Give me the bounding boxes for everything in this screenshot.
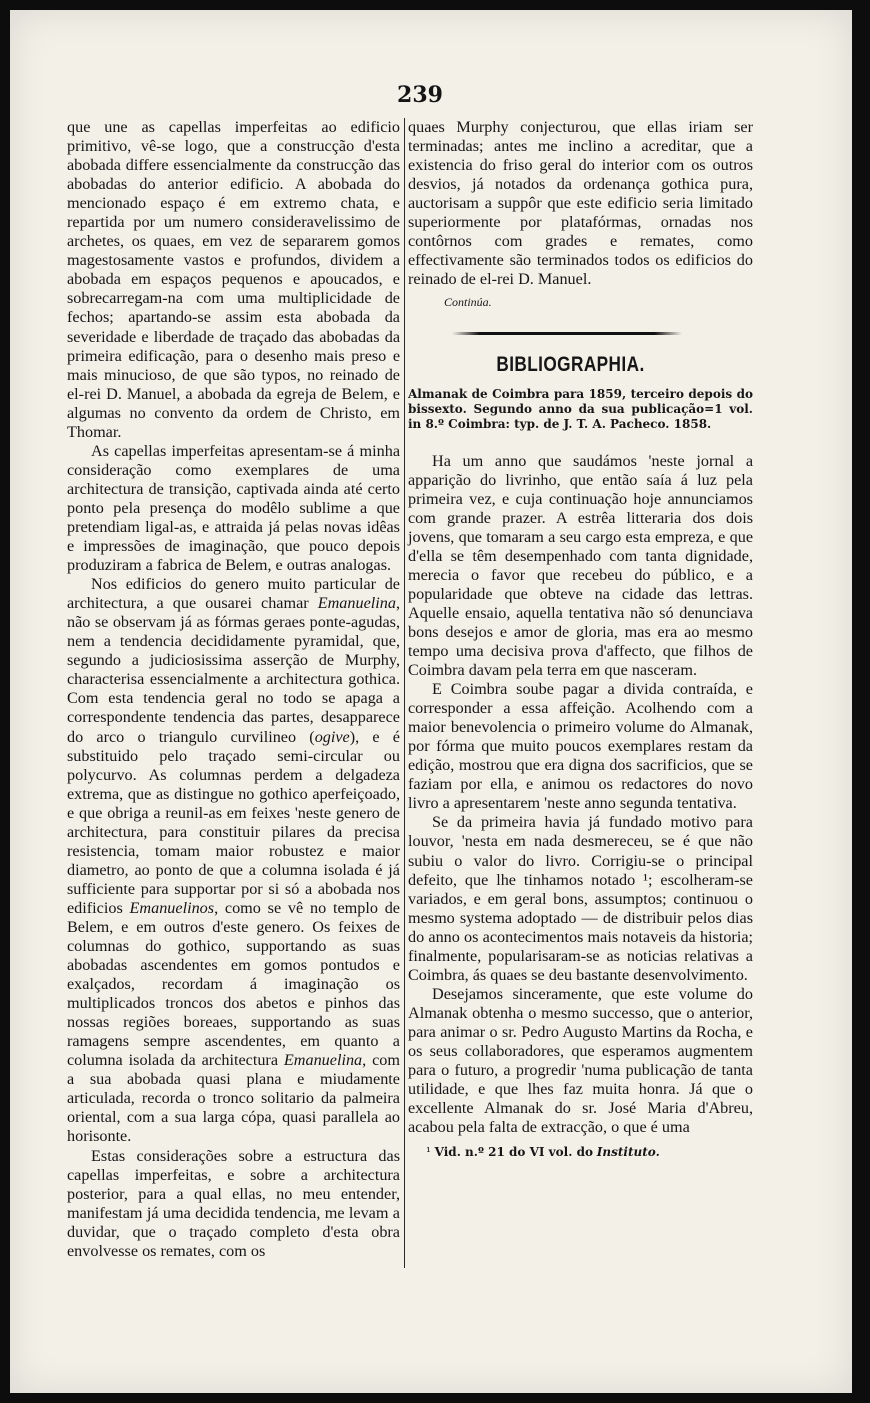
left-paragraph-2: As capellas imperfeitas apresentam-se á minha consideração como exemplares de uma architectura de transição, captivada ainda até certo ponto pela presença do modêlo sublime a que pretendiam ligal-as, e attraida já pelas novas idêas e impressões de imaginação, que pouco depois produziram a fabrica de Belem, e outras analogas. (67, 441, 400, 575)
right-paragraph-1: Ha um anno que saudámos 'neste jornal a apparição do livrinho, que então saía á luz pela primeira vez, e cuja continuação hoje annunciamos com grande prazer. A estrêa litteraria dos dois jovens, que tomaram a seu cargo esta empreza, e que d'ella se têm desempenhado com tanta dignidade, merecia o favor que recebeu do público, e a popularidade que obteve na cidade das lettras. Aquelle ensaio, aquella tentativa não só denunciava bons desejos e amor de gloria, mas era ao mesmo tempo uma decisiva prova d'affecto, que filhos de Coimbra davam pela terra em que nasceram. (408, 451, 753, 680)
right-column (408, 118, 753, 1162)
column-rule (404, 118, 405, 1268)
footnote-marker: ¹ (426, 1145, 431, 1160)
right-paragraph-3: Se da primeira havia já fundado motivo para louvor, 'nesta em nada desmereceu, se é que não subiu o valor do livro. Corrigiu-se o principal defeito, que lhe tinhamos notado ¹; escolheram-se variados, e em geral bons, assumptos; continuou o mesmo systema adoptado — de distribuir pelos dias do anno os acontecimentos mais notaveis da historia; finalmente, popularisaram-se as noticias relativas a Coimbra, ás quaes se deu bastante desenvolvimento. (408, 813, 753, 984)
left-paragraph-1: que une as capellas imperfeitas ao edificio primitivo, vê-se logo, que a construcção d'esta abobada differe essencialmente da construcção das abobadas do anterior edificio. A abobada do mencionado espaço é em extremo chata, e repartida por um numero consideravelissimo de archetes, os quaes, em vez de separarem gomos magestosamente vastos e profundos, dividem a abobada em espaços pequenos e apoucados, e sobrecarregam-na com uma multiplicidade de fechos; apartando-se assim esta abobada da severidade e liberdade de traçado das abobadas da primeira edificação, para o desenho mais preso e mais minucioso, de que são typos, no reinado de el-rei D. Manuel, a abobada da egreja de Belem, e algumas no convento da ordem de Christo, em Thomar. (67, 118, 400, 441)
left-p3-text-e: , com a sua abobada quasi plana e miudamente articulada, recorda o tronco solitario da palmeira oriental, com a sua larga cópa, quasi parallela ao horisonte. (67, 1051, 400, 1146)
left-p3-text-c: ), e é substituido pelo traçado semi-circular ou polycurvo. As columnas perdem a delgadeza extrema, que as distingue no gothico aperfeiçoado, e que obriga a reunil-as em feixes 'neste genero de architectura, para constituir pilares da precisa resistencia, tomam maior robustez e maior diametro, ao ponto de que a columna isolada é já sufficiente para supportar por si só a abobada nos edificios (67, 727, 400, 917)
left-paragraph-3 (67, 575, 400, 1146)
page-number: 239 (397, 82, 443, 108)
footnote-text: Vid. n.º 21 do VI vol. do (434, 1145, 593, 1160)
left-p3-text-d: , como se vê no templo de Belem, e em outros d'este genero. Os feixes de columnas do gothico, supportando as suas abobadas ascendentes em gomos pontudos e exalçados, recordam á imaginação os multiplicados troncos dos abetos e pinhos das nossas regiões boreaes, supportando as suas ramagens sempre ascendentes, em quanto a columna isolada da architectura (67, 898, 400, 1070)
section-title: BIBLIOGRAPHIA. (496, 353, 645, 377)
right-paragraph-4: Desejamos sinceramente, que este volume do Almanak obtenha o mesmo successo, que o anterior, para animar o sr. Pedro Augusto Martins da Rocha, e os seus collaboradores, que esperamos augmentem para o futuro, a progredir 'numa publicação de tanta utilidade, e que lhes faz muita honra. Já que o excellente Almanak do sr. José Maria d'Abreu, acabou pela falta de extracção, o que é uma (408, 984, 753, 1137)
term-emanuelina: Emanuelina (317, 594, 396, 613)
footnote-work: Instituto. (596, 1145, 660, 1160)
bibliography-entry: Almanak de Coimbra para 1859, terceiro depois do bissexto. Segundo anno da sua publicação=1 vol. in 8.º Coimbra: typ. de J. T. A. Pacheco. 1858. (408, 386, 753, 431)
section-divider (452, 332, 682, 335)
left-p3-text-a: Nos edificios do genero muito particular de architectura, a que ousarei chamar (67, 575, 400, 613)
term-ogive: ogive (314, 727, 350, 746)
term-emanuelina-2: Emanuelina (283, 1051, 363, 1070)
footnote (408, 1143, 753, 1162)
term-emanuelinos: Emanuelinos (129, 898, 215, 917)
right-paragraph-2: E Coimbra soube pagar a divida contraída, e corresponder a essa affeição. Acolhendo com a maior benevolencia o primeiro volume do Almanak, por fórma que muito poucos exemplares restam da edição, mostrou que era digna dos sacrificios, que se faziam por ella, e animou os redactores do novo livro a apresentarem 'neste anno segunda tentativa. (408, 680, 753, 813)
right-continuation: quaes Murphy conjecturou, que ellas iriam ser terminadas; antes me inclino a acreditar, que a existencia do friso geral do interior com os outros desvios, já notados da ordenança gothica pura, auctorisam a suppôr que este edificio seria limitado superiormente por platafórmas, ornadas nos contôrnos com grades e remates, como effectivamente são terminados todos os edificios do reinado de el-rei D. Manuel. (408, 118, 753, 289)
newspaper-page (10, 10, 852, 1393)
left-paragraph-4: Estas considerações sobre a estructura das capellas imperfeitas, e sobre a architectura posterior, para a qual ellas, no meu entender, manifestam já uma decidida tendencia, me levam a duvidar, que o traçado completo d'esta obra envolvesse os remates, com os (67, 1146, 400, 1260)
left-column (67, 118, 400, 1261)
left-p3-text-b: , não se observam já as fórmas geraes ponte-agudas, nem a tendencia decididamente pyramidal, que, segundo a judiciosissima asserção de Murphy, characterisa essencialmente a architectura gothica. Com esta tendencia geral no todo se apaga a correspondente tendencia das partes, desapparece do arco o triangulo curvilineo ( (67, 594, 400, 746)
continua-label: Continúa. (444, 295, 492, 310)
